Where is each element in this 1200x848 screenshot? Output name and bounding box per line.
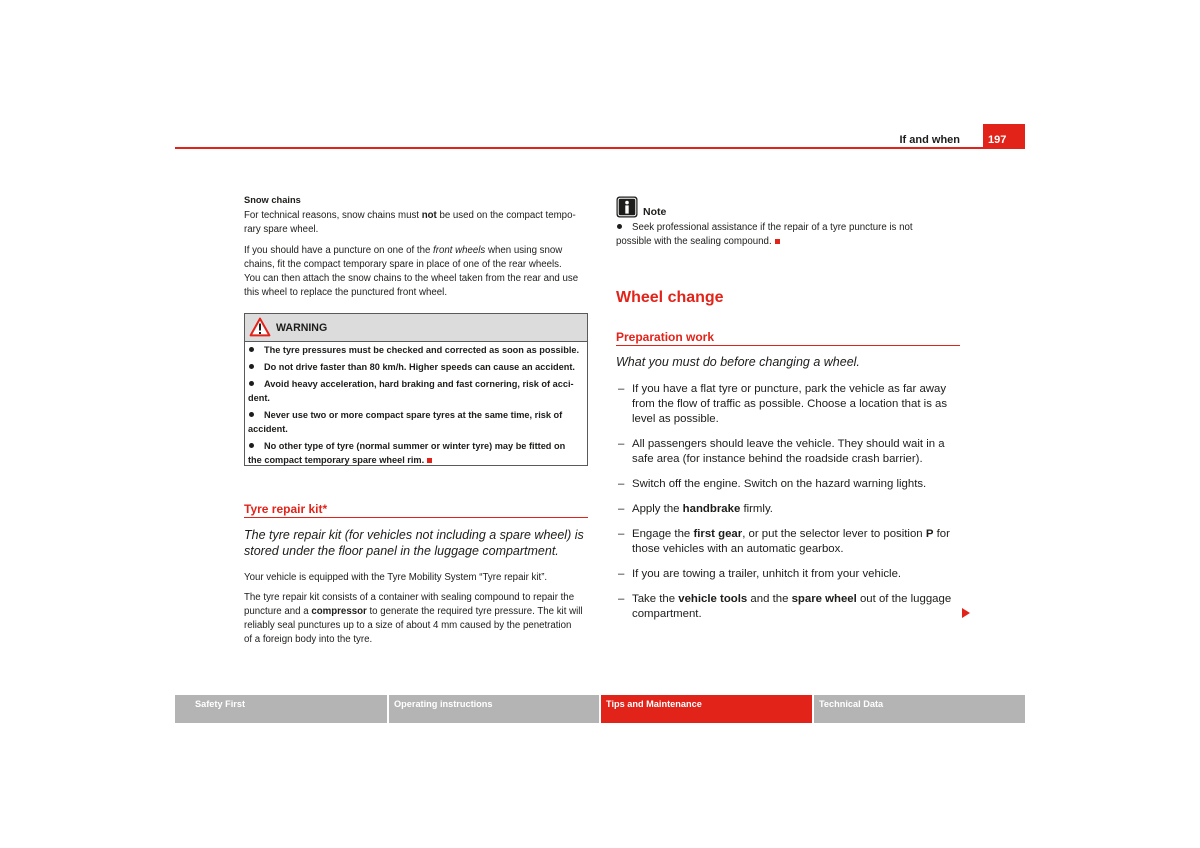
step-marker: – <box>618 438 625 450</box>
step-text: Switch off the engine. Switch on the hazard warning lights. <box>632 478 927 490</box>
step-text: All passengers should leave the vehicle. They should wait in a safe area (for instance behind the roadside crash barrier). <box>632 438 945 465</box>
info-icon <box>616 196 638 218</box>
continue-arrow-icon <box>962 608 970 618</box>
list-item <box>616 382 966 427</box>
preparation-work-intro: What you must do before changing a wheel. <box>616 355 860 369</box>
step-text: out of the luggage compartment. <box>632 593 952 620</box>
tyre-repair-kit-heading: Tyre repair kit* <box>244 501 588 518</box>
text-run: If you should have a puncture on one of the <box>244 245 434 256</box>
step-marker: – <box>618 383 625 395</box>
list-item <box>616 502 966 517</box>
step-marker: – <box>618 528 625 540</box>
bullet-icon <box>248 441 264 449</box>
snow-chains-paragraph-1 <box>244 209 594 237</box>
bullet-icon <box>248 345 264 353</box>
wheel-change-heading: Wheel change <box>616 289 724 306</box>
bullet-icon <box>248 362 264 370</box>
header-rule <box>175 147 1025 149</box>
warning-item-text: Do not drive faster than 80 km/h. Higher speeds can cause an accident. <box>264 362 575 372</box>
text-run: be used on the compact tempo- rary spare wheel. <box>244 210 576 235</box>
bullet-icon <box>248 410 264 418</box>
step-text: and the <box>747 593 792 605</box>
bullet-icon <box>616 222 632 230</box>
list-item <box>616 567 966 582</box>
step-marker: – <box>618 568 625 580</box>
emphasis-text: front wheels <box>433 245 486 256</box>
warning-triangle-icon <box>249 317 271 337</box>
warning-item-text: Avoid heavy acceleration, hard braking and fast cornering, risk of acci- dent. <box>248 379 574 403</box>
step-marker: – <box>618 593 625 605</box>
tab-technical-data: Technical Data <box>814 695 1025 723</box>
list-item <box>616 527 966 557</box>
step-text: Apply the <box>632 503 683 515</box>
tyre-repair-kit-intro: The tyre repair kit (for vehicles not including a spare wheel) is stored under the floor panel in the luggage compartment. <box>244 528 584 558</box>
tyre-repair-kit-paragraph-2 <box>244 591 594 647</box>
step-text: If you have a flat tyre or puncture, park the vehicle as far away from the flow of traffic as possible. Choose a location that is as level as possible. <box>632 383 948 425</box>
emphasis-text: spare wheel <box>791 593 857 605</box>
emphasis-text: not <box>421 210 437 221</box>
text-run: For technical reasons, snow chains must <box>244 210 422 221</box>
emphasis-text: P <box>925 528 934 540</box>
end-mark-icon <box>427 458 432 463</box>
step-text: Take the <box>632 593 679 605</box>
note-title: Note <box>643 206 667 218</box>
text-run: when using snow chains, fit the compact temporary spare in place of one of the rear wheels. You can then attach the snow chains to the wheel taken from the rear and use this wheel to replace the punctured front wheel. <box>244 245 579 298</box>
emphasis-text: first gear <box>693 528 743 540</box>
step-text: If you are towing a trailer, unhitch it from your vehicle. <box>632 568 902 580</box>
end-mark-icon <box>775 239 780 244</box>
warning-header <box>245 314 587 342</box>
tab-safety-first: Safety First <box>175 695 387 723</box>
warning-item <box>248 343 584 357</box>
step-text: , or put the selector lever to position <box>742 528 926 540</box>
warning-item-text: Never use two or more compact spare tyres at the same time, risk of accident. <box>248 410 563 434</box>
warning-item <box>248 360 584 374</box>
warning-item <box>248 408 584 436</box>
emphasis-text: vehicle tools <box>678 593 748 605</box>
step-marker: – <box>618 503 625 515</box>
tab-operating-instructions: Operating instructions <box>389 695 599 723</box>
tab-tips-and-maintenance: Tips and Maintenance <box>601 695 812 723</box>
warning-box <box>244 313 588 466</box>
warning-item <box>248 377 584 405</box>
tyre-repair-kit-paragraph-1: Your vehicle is equipped with the Tyre Mobility System “Tyre repair kit”. <box>244 572 548 583</box>
list-item <box>616 477 966 492</box>
section-title: If and when <box>899 134 960 146</box>
preparation-steps-list <box>616 382 966 622</box>
step-text: firmly. <box>740 503 773 515</box>
note-text: Seek professional assistance if the repair of a tyre puncture is not possible with the sealing compound. <box>616 222 913 247</box>
warning-item-text: The tyre pressures must be checked and corrected as soon as possible. <box>264 345 580 355</box>
step-text: for those vehicles with an automatic gearbox. <box>632 528 950 555</box>
warning-item-text: No other type of tyre (normal summer or winter tyre) may be fitted on the compact temporary spare wheel rim. <box>248 441 566 465</box>
text-run: The tyre repair kit consists of a container with sealing compound to repair the puncture and a <box>244 592 575 617</box>
section-tabs <box>175 695 1025 723</box>
warning-list <box>245 343 587 467</box>
list-item <box>616 592 966 622</box>
warning-title: WARNING <box>276 322 328 334</box>
warning-item <box>248 439 584 467</box>
page-number: 197 <box>983 124 1025 148</box>
note-paragraph <box>616 221 966 249</box>
list-item <box>616 437 966 467</box>
step-text: Engage the <box>632 528 694 540</box>
step-marker: – <box>618 478 625 490</box>
text-run: to generate the required tyre pressure. The kit will reliably seal punctures up to a size of about 4 mm caused by the penetration of a foreign body into the tyre. <box>244 606 583 645</box>
bullet-icon <box>248 379 264 387</box>
preparation-work-heading: Preparation work <box>616 329 960 346</box>
snow-chains-heading: Snow chains <box>244 195 301 205</box>
snow-chains-paragraph-2 <box>244 244 594 300</box>
emphasis-text: compressor <box>311 606 367 617</box>
emphasis-text: handbrake <box>682 503 741 515</box>
